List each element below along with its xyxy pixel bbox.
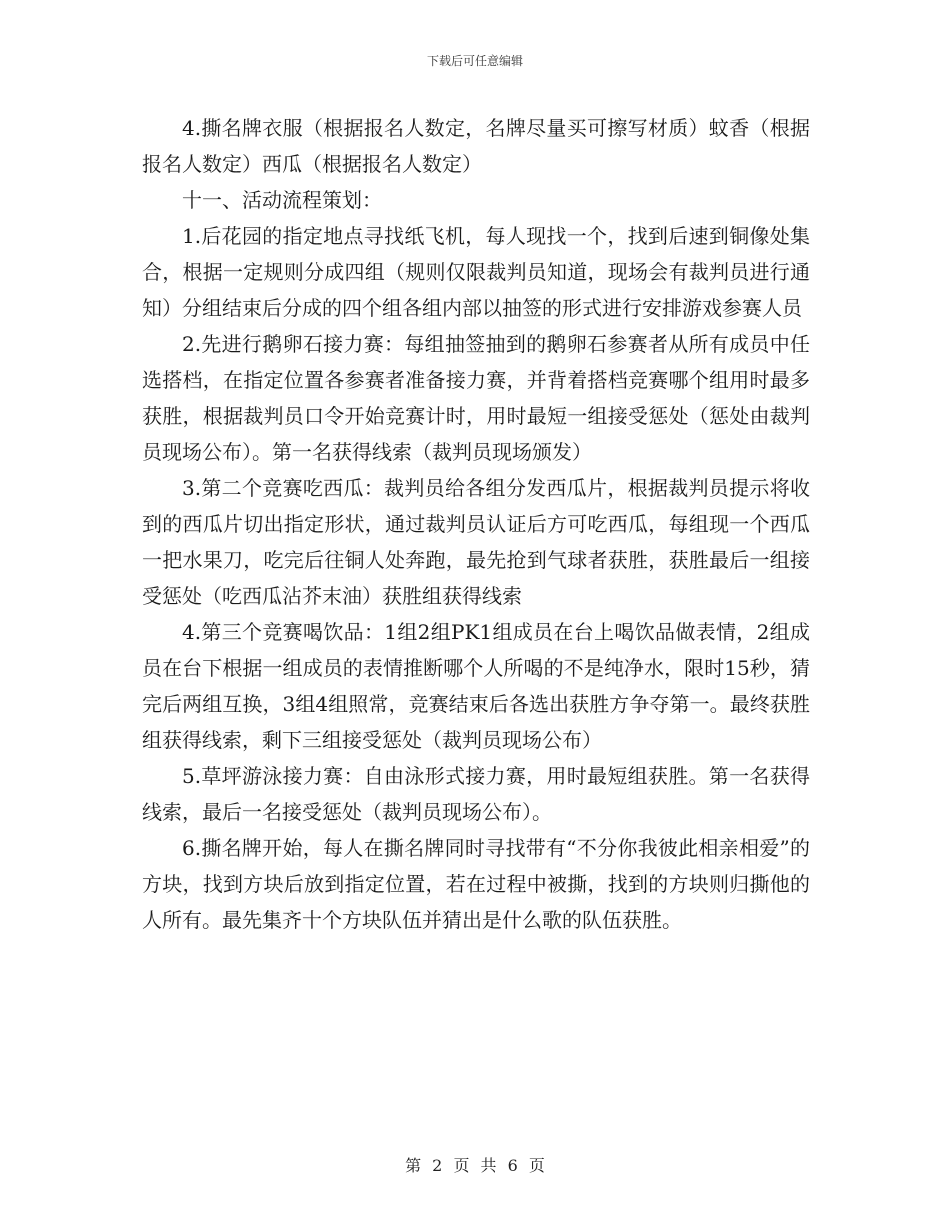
section-heading-activity-flow: 十一、活动流程策划： [182,188,382,212]
page-number-footer: 第 2 页 共 6 页 [405,1156,545,1175]
paragraph-materials-item-4: 4.撕名牌衣服（根据报名人数定，名牌尽量买可擦写材质）蚊香（根据报名人数定）西瓜（根据报名人数定） [142,116,810,176]
paragraph-step-4: 4.第三个竞赛喝饮品：1组2组PK1组成员在台上喝饮品做表情，2组成员在台下根据一组成员的表情推断哪个人所喝的不是纯净水，限时15秒，猜完后两组互换，3组4组照常，竞赛结束后各选出获胜方争夺第一。最终获胜组获得线索，剩下三组接受惩处（裁判员现场公布） [142,620,810,752]
document-body [142,110,810,938]
paragraph-step-1: 1.后花园的指定地点寻找纸飞机，每人现找一个，找到后速到铜像处集合，根据一定规则分成四组（规则仅限裁判员知道，现场会有裁判员进行通知）分组结束后分成的四个组各组内部以抽签的形式进行安排游戏参赛人员 [142,224,810,320]
page-header: 下载后可任意编辑 [426,54,523,68]
paragraph-step-6: 6.撕名牌开始，每人在撕名牌同时寻找带有“不分你我彼此相亲相爱”的方块，找到方块后放到指定位置，若在过程中被撕，找到的方块则归撕他的人所有。最先集齐十个方块队伍并猜出是什么歌的队伍获胜。 [142,836,810,932]
paragraph-step-5: 5.草坪游泳接力赛：自由泳形式接力赛，用时最短组获胜。第一名获得线索，最后一名接受惩处（裁判员现场公布）。 [142,764,810,824]
paragraph-step-2: 2.先进行鹅卵石接力赛：每组抽签抽到的鹅卵石参赛者从所有成员中任选搭档，在指定位置各参赛者准备接力赛，并背着搭档竞赛哪个组用时最多获胜，根据裁判员口令开始竞赛计时，用时最短一组接受惩处（惩处由裁判员现场公布）。第一名获得线索（裁判员现场颁发） [142,332,810,464]
paragraph-step-3: 3.第二个竞赛吃西瓜：裁判员给各组分发西瓜片，根据裁判员提示将收到的西瓜片切出指定形状，通过裁判员认证后方可吃西瓜，每组现一个西瓜一把水果刀，吃完后往铜人处奔跑，最先抢到气球者获胜，获胜最后一组接受惩处（吃西瓜沾芥末油）获胜组获得线索 [142,476,810,608]
